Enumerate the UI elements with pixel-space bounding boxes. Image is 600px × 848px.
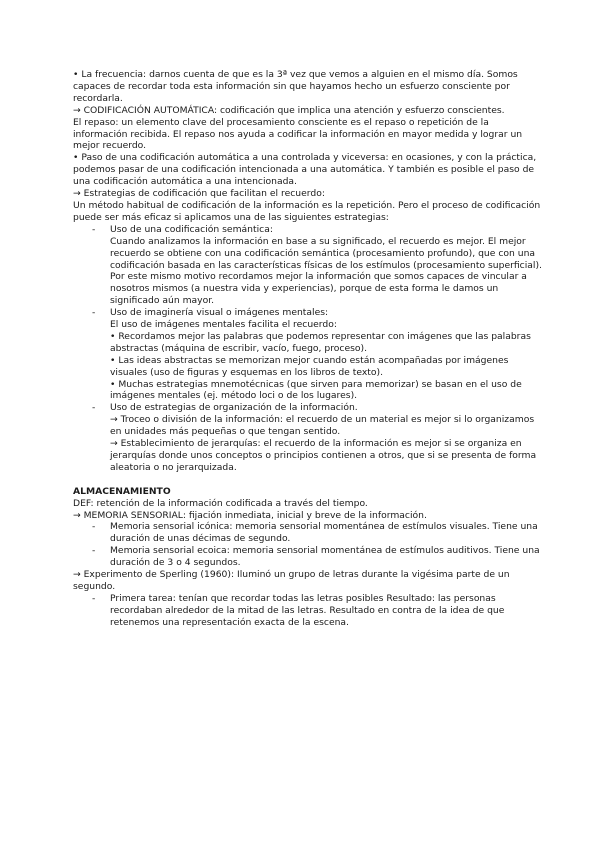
list-item-title: Uso de estrategias de organización de la información. xyxy=(110,402,358,414)
list-dash: - xyxy=(92,307,96,319)
list-dash: - xyxy=(92,402,96,414)
paragraph-sperling: → Experimento de Sperling (1960): Iluminó un grupo de letras durante la vigésima parte de un segundo. xyxy=(73,569,510,592)
paragraph-repaso: El repaso: un elemento clave del procesamiento consciente es el repaso o repetición de la información recibida. El repaso nos ayuda a codificar la información en mayor medida y lograr un mejor recuerdo. xyxy=(73,116,523,152)
list-item-body: Primera tarea: tenían que recordar todas las letras posibles Resultado: las personas recordaban alrededor de la mitad de las letras. Resultado en contra de la idea de que retenemos una representación exacta de la escena. xyxy=(110,592,505,628)
list-dash: - xyxy=(92,521,96,533)
list-item-bullet: → Troceo o división de la información: el recuerdo de un material es mejor si lo organizamos en unidades más pequeñas o que tengan sentido. xyxy=(110,414,535,438)
list-dash: - xyxy=(92,592,96,604)
list-item-bullet: • Muchas estrategias mnemotécnicas (que sirven para memorizar) se basan en el uso de imágenes mentales (ej. método loci o de los lugares). xyxy=(110,378,522,402)
section-heading-almacenamiento: ALMACENAMIENTO xyxy=(73,485,171,497)
paragraph-codificacion-automatica: → CODIFICACIÓN AUTOMÁTICA: codificación que implica una atención y esfuerzo conscientes. xyxy=(73,104,505,116)
list-item-body: Memoria sensorial icónica: memoria sensorial momentánea de estímulos visuales. Tiene una duración de unas décimas de segundo. xyxy=(110,521,538,545)
list-item-bullet: • Recordamos mejor las palabras que podemos representar con imágenes que las palabras abstractas (máquina de escribir, vacío, fuego, proceso). xyxy=(110,330,531,354)
list-item-organizacion xyxy=(73,402,543,473)
list-item-bullet: → Establecimiento de jerarquías: el recuerdo de la información es mejor si se organiza en jerarquías donde unos conceptos o principios contienen a otros, que si se presenta de forma aleatoria o no jerarquizada. xyxy=(110,438,537,473)
list-item-memoria-ecoica xyxy=(73,545,543,569)
list-item-imagineria-visual xyxy=(73,307,543,402)
list-dash: - xyxy=(92,223,96,235)
list-item-title: Uso de imaginería visual o imágenes mentales: xyxy=(110,307,329,319)
list-dash: - xyxy=(92,545,96,557)
list-item-intro: El uso de imágenes mentales facilita el recuerdo: xyxy=(110,319,337,331)
paragraph-estrategias: → Estrategias de codificación que facilitan el recuerdo: xyxy=(73,188,325,200)
list-item-body: Memoria sensorial ecoica: memoria sensorial momentánea de estímulos auditivos. Tiene una duración de 3 o 4 segundos. xyxy=(110,545,540,569)
paragraph-metodo: Un método habitual de codificación de la información es la repetición. Pero el proceso de codificación puede ser más eficaz si aplicamos una de las siguientes estrategias: xyxy=(73,199,541,223)
document-page xyxy=(73,69,543,629)
paragraph-memoria-sensorial: → MEMORIA SENSORIAL: fijación inmediata, inicial y breve de la información. xyxy=(73,509,427,521)
list-item-primera-tarea xyxy=(73,593,543,629)
list-item-title: Uso de una codificación semántica: xyxy=(110,223,273,235)
list-item-bullet: • Las ideas abstractas se memorizan mejor cuando están acompañadas por imágenes visuales (uso de figuras y esquemas en los libros de texto). xyxy=(110,354,509,378)
paragraph-definicion: DEF: retención de la información codificada a través del tiempo. xyxy=(73,497,368,509)
paragraph-frecuencia: • La frecuencia: darnos cuenta de que es la 3ª vez que vemos a alguien en el mismo día. Somos capaces de recordar toda esta información sin que hayamos hecho un esfuerzo consciente por recordarla. xyxy=(73,69,518,104)
list-item-body: Cuando analizamos la información en base a su significado, el recuerdo es mejor. El mejor recuerdo se obtiene con una codificación semántica (procesamiento profundo), que con una codificación basada en las características físicas de los estímulos (procesamiento superficial). Por este mismo motivo recordamos mejor la información que somos capaces de vincular a nosotros mismos (a nuestra vida y experiencias), porque de esta forma le damos un significado aún mayor. xyxy=(110,235,542,307)
paragraph-paso-codificacion: • Paso de una codificación automática a una controlada y viceversa: en ocasiones, y con la práctica, podemos pasar de una codificación intencionada a una automática. Y también es posible el paso de una codificación automática a una intencionada. xyxy=(73,152,537,188)
list-item-memoria-iconica xyxy=(73,521,543,545)
section-spacer xyxy=(73,474,543,486)
list-item-codificacion-semantica xyxy=(73,224,543,307)
